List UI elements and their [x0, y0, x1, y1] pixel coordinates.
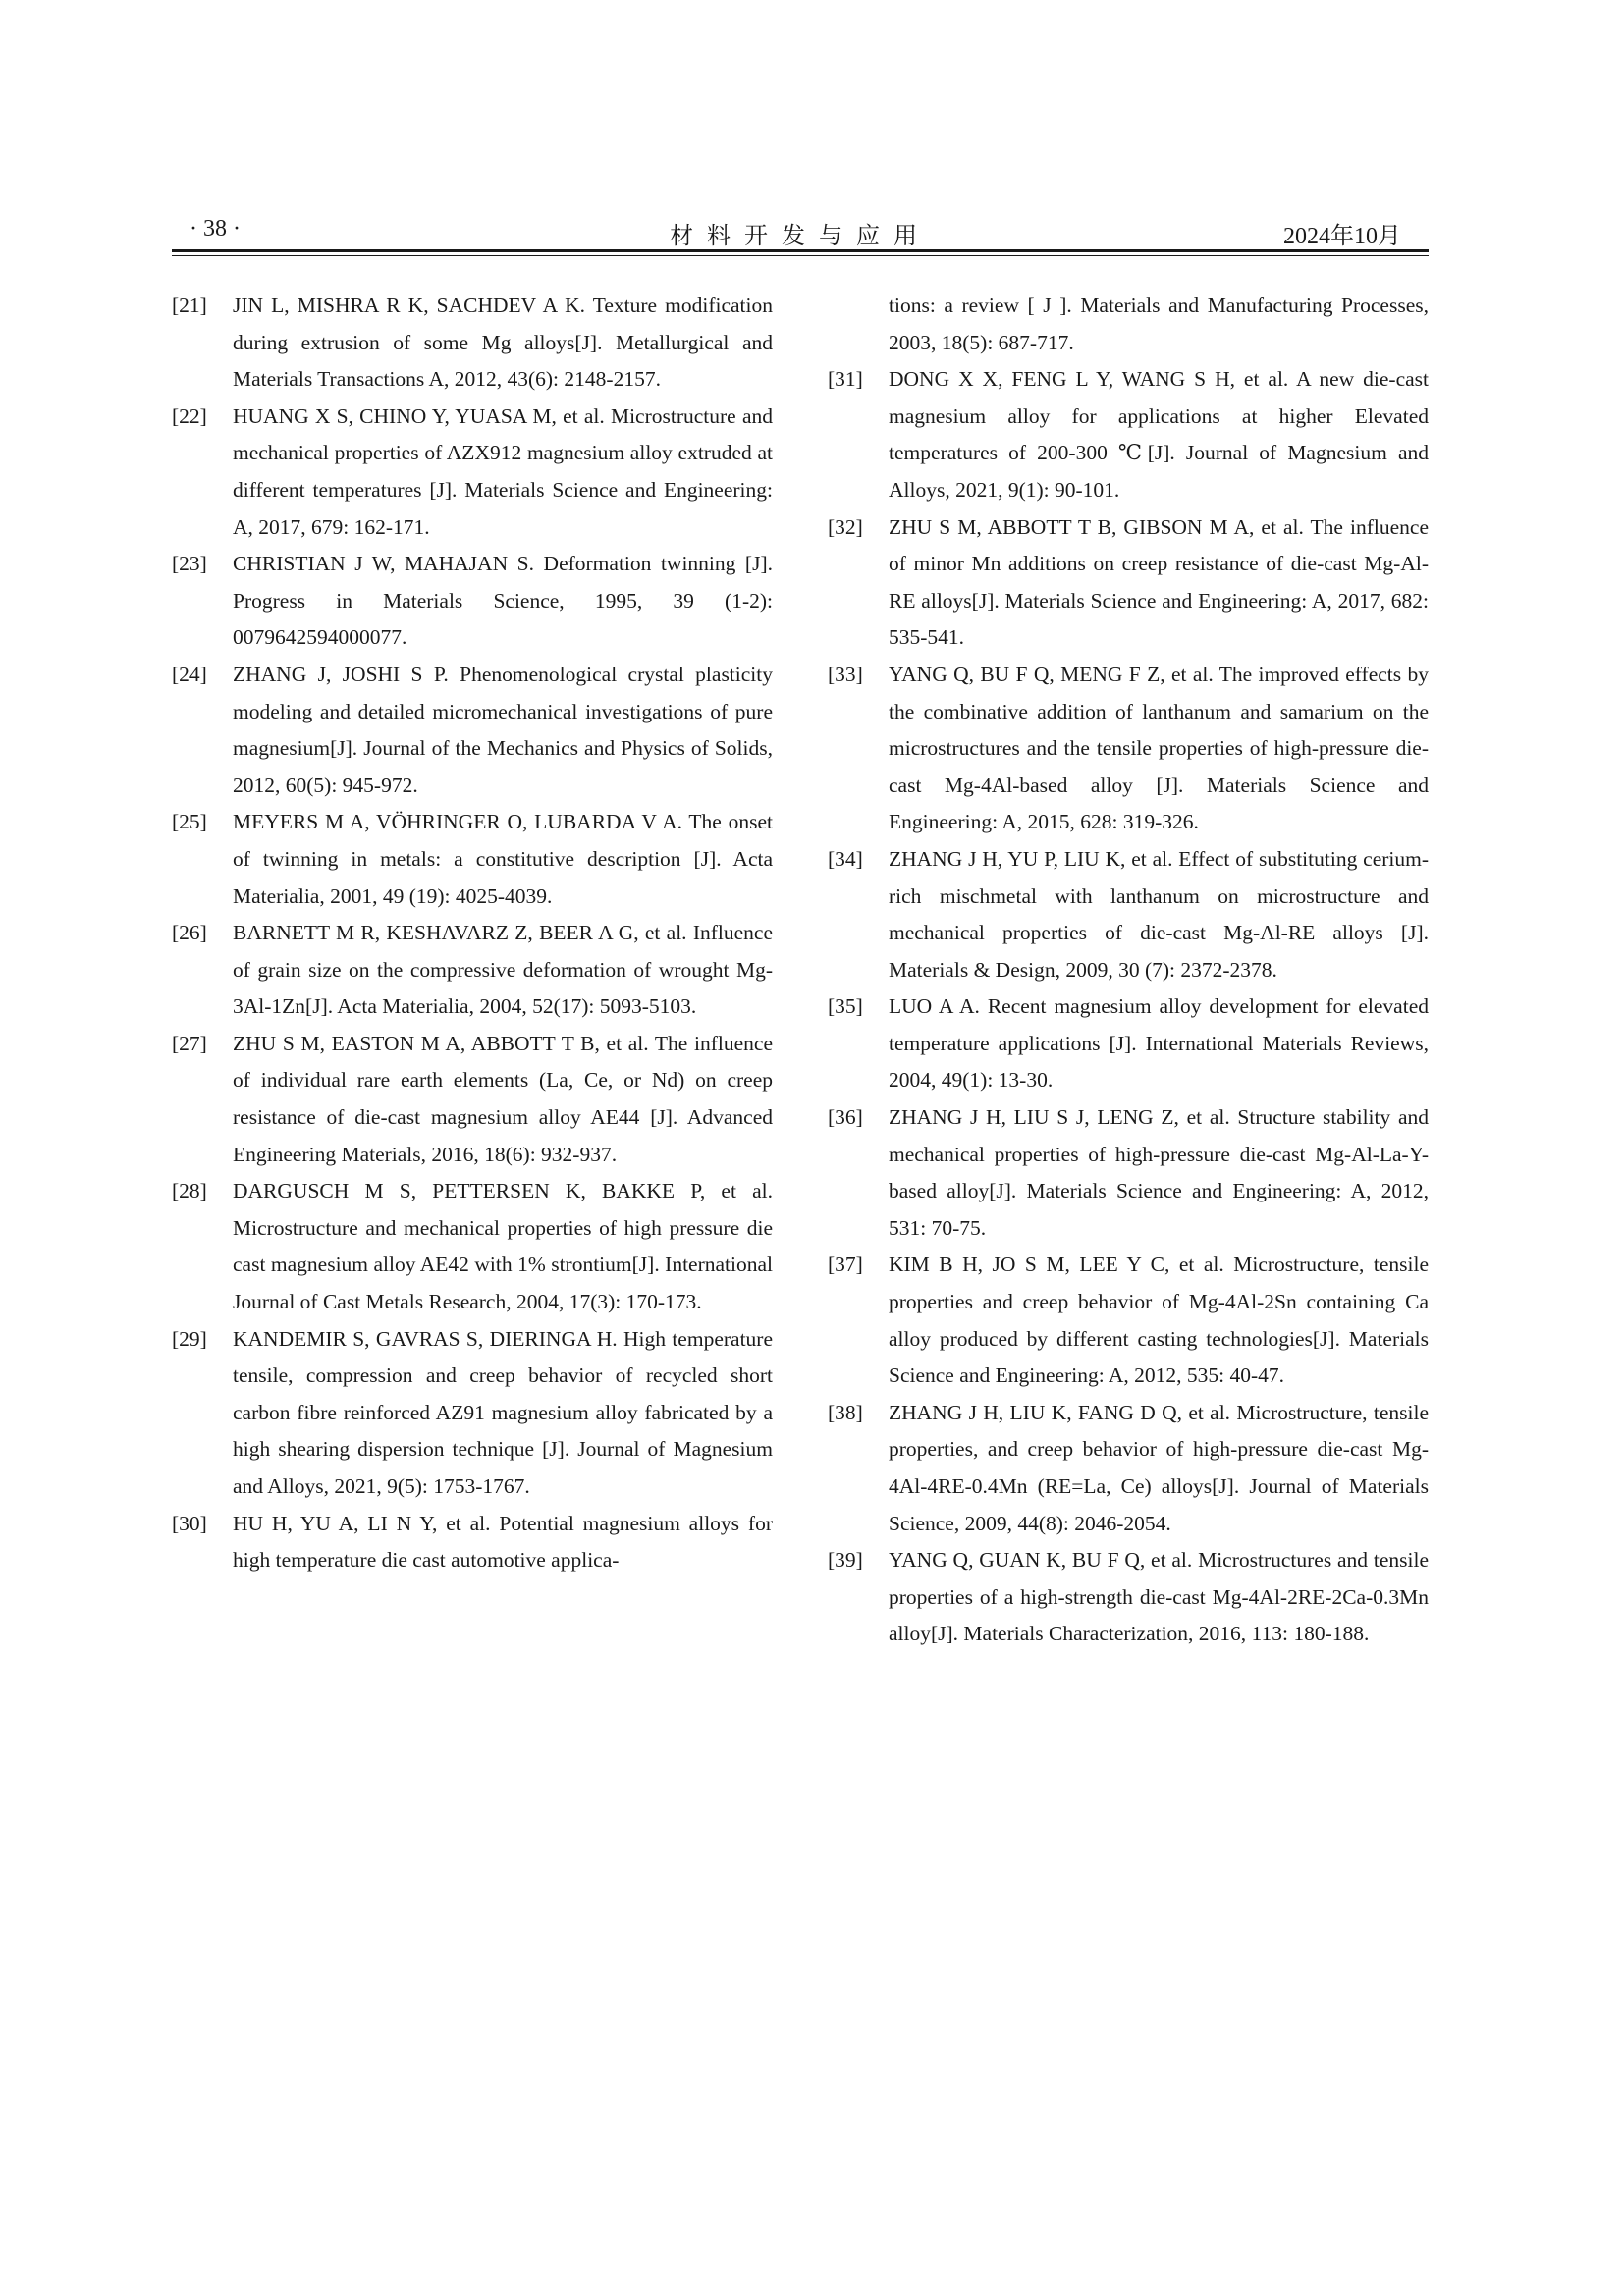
reference-item — [172, 804, 773, 915]
reference-item — [172, 546, 773, 657]
reference-text: DONG X X, FENG L Y, WANG S H, et al. A new die-cast magnesium alloy for applications at higher Elevated temperatures of 200-300 ℃[J]. Journal of Magnesium and Alloys, 2021, 9(1): 90-101. — [889, 367, 1429, 502]
header-rule-thin — [172, 255, 1429, 256]
reference-text: HUANG X S, CHINO Y, YUASA M, et al. Microstructure and mechanical properties of AZX912 magnesium alloy extruded at different temperatures [J]. Materials Science and Engineering: A, 2017, 679: 162-171. — [233, 403, 773, 539]
reference-item — [828, 1542, 1429, 1653]
reference-number: [32] — [828, 514, 863, 539]
references-left-column — [172, 288, 773, 1579]
references-right-column — [828, 288, 1429, 1653]
reference-text: ZHANG J H, LIU S J, LENG Z, et al. Structure stability and mechanical properties of high-pressure die-cast Mg-Al-La-Y-based alloy[J]. Materials Science and Engineering: A, 2012, 531: 70-75. — [889, 1105, 1429, 1240]
running-header — [172, 214, 1429, 253]
reference-number: [25] — [172, 810, 207, 834]
reference-item — [172, 1321, 773, 1506]
reference-text: KANDEMIR S, GAVRAS S, DIERINGA H. High temperature tensile, compression and creep behavior of recycled short carbon fibre reinforced AZ91 magnesium alloy fabricated by a high shearing dispersion technique [J]. Journal of Magnesium and Alloys, 2021, 9(5): 1753-1767. — [233, 1326, 773, 1498]
reference-number: [35] — [828, 994, 863, 1019]
reference-number: [21] — [172, 294, 207, 317]
reference-item — [172, 657, 773, 804]
reference-item — [828, 657, 1429, 841]
page-number: · 38 · — [189, 216, 241, 241]
reference-number: [30] — [172, 1511, 207, 1535]
reference-number: [28] — [172, 1179, 207, 1203]
reference-text: ZHANG J H, YU P, LIU K, et al. Effect of substituting cerium-rich mischmetal with lanthanum on microstructure and mechanical properties of die-cast Mg-Al-RE alloys [J]. Materials & Design, 2009, 30 (7): 2372-2378. — [889, 846, 1429, 982]
reference-item — [172, 1506, 773, 1579]
reference-item — [828, 1395, 1429, 1542]
reference-text: ZHU S M, EASTON M A, ABBOTT T B, et al. The influence of individual rare earth elements (La, Ce, or Nd) on creep resistance of die-cast magnesium alloy AE44 [J]. Advanced Engineering Materials, 2016, 18(6): 932-937. — [233, 1031, 773, 1166]
reference-number: [24] — [172, 662, 207, 686]
reference-item — [172, 915, 773, 1026]
reference-text: HU H, YU A, LI N Y, et al. Potential magnesium alloys for high temperature die cast automotive applica- — [233, 1511, 773, 1573]
reference-number: [26] — [172, 921, 207, 945]
journal-title: 材料开发与应用 — [670, 224, 931, 249]
reference-number: [22] — [172, 403, 207, 428]
issue-date: 2024年10月 — [1283, 224, 1401, 249]
reference-text: ZHU S M, ABBOTT T B, GIBSON M A, et al. The influence of minor Mn additions on creep resistance of die-cast Mg-Al-RE alloys[J]. Materials Science and Engineering: A, 2017, 682: 535-541. — [889, 514, 1429, 650]
reference-text: ZHANG J, JOSHI S P. Phenomenological crystal plasticity modeling and detailed micromechanical investigations of pure magnesium[J]. Journal of the Mechanics and Physics of Solids, 2012, 60(5): 945-972. — [233, 662, 773, 797]
reference-text: BARNETT M R, KESHAVARZ Z, BEER A G, et al. Influence of grain size on the compressive deformation of wrought Mg-3Al-1Zn[J]. Acta Materialia, 2004, 52(17): 5093-5103. — [233, 921, 773, 1019]
reference-item — [172, 1173, 773, 1320]
reference-continuation: tions: a review [ J ]. Materials and Manufacturing Processes, 2003, 18(5): 687-717. — [889, 294, 1429, 354]
reference-item — [828, 1099, 1429, 1247]
reference-number: [31] — [828, 367, 863, 392]
reference-item — [828, 509, 1429, 657]
reference-number: [34] — [828, 846, 863, 871]
reference-number: [39] — [828, 1548, 863, 1573]
reference-number: [29] — [172, 1326, 207, 1351]
reference-text: ZHANG J H, LIU K, FANG D Q, et al. Microstructure, tensile properties, and creep behavior of high-pressure die-cast Mg-4Al-4RE-0.4Mn (RE=La, Ce) alloys[J]. Journal of Materials Science, 2009, 44(8): 2046-2054. — [889, 1400, 1429, 1535]
reference-text: DARGUSCH M S, PETTERSEN K, BAKKE P, et al. Microstructure and mechanical properties of high pressure die cast magnesium alloy AE42 with 1% strontium[J]. International Journal of Cast Metals Research, 2004, 17(3): 170-173. — [233, 1179, 773, 1314]
reference-number: [38] — [828, 1400, 863, 1424]
reference-item — [172, 1026, 773, 1173]
reference-item — [828, 988, 1429, 1099]
reference-text: YANG Q, GUAN K, BU F Q, et al. Microstructures and tensile properties of a high-strength die-cast Mg-4Al-2RE-2Ca-0.3Mn alloy[J]. Materials Characterization, 2016, 113: 180-188. — [889, 1548, 1429, 1646]
reference-number: [37] — [828, 1253, 863, 1277]
reference-item — [828, 841, 1429, 988]
reference-text: MEYERS M A, VÖHRINGER O, LUBARDA V A. The onset of twinning in metals: a constitutive description [J]. Acta Materialia, 2001, 49 (19): 4025-4039. — [233, 810, 773, 908]
reference-item — [172, 399, 773, 546]
reference-number: [27] — [172, 1031, 207, 1055]
reference-item — [172, 288, 773, 399]
reference-number: [36] — [828, 1105, 863, 1130]
reference-item — [828, 1247, 1429, 1394]
header-rule-thick — [172, 249, 1429, 252]
reference-number: [33] — [828, 662, 863, 686]
reference-number: [23] — [172, 552, 207, 576]
reference-item — [828, 361, 1429, 508]
reference-text: KIM B H, JO S M, LEE Y C, et al. Microstructure, tensile properties and creep behavior of Mg-4Al-2Sn containing Ca alloy produced by different casting technologies[J]. Materials Science and Engineering: A, 2012, 535: 40-47. — [889, 1253, 1429, 1388]
reference-text: YANG Q, BU F Q, MENG F Z, et al. The improved effects by the combinative addition of lanthanum and samarium on the microstructures and the tensile properties of high-pressure die-cast Mg-4Al-based alloy [J]. Materials Science and Engineering: A, 2015, 628: 319-326. — [889, 662, 1429, 834]
reference-text: JIN L, MISHRA R K, SACHDEV A K. Texture modification during extrusion of some Mg alloys[J]. Metallurgical and Materials Transactions A, 2012, 43(6): 2148-2157. — [233, 294, 773, 392]
reference-text: LUO A A. Recent magnesium alloy development for elevated temperature applications [J]. International Materials Reviews, 2004, 49(1): 13-30. — [889, 994, 1429, 1093]
reference-text: CHRISTIAN J W, MAHAJAN S. Deformation twinning [J]. Progress in Materials Science, 1995, 39 (1-2): 0079642594000077. — [233, 552, 773, 650]
